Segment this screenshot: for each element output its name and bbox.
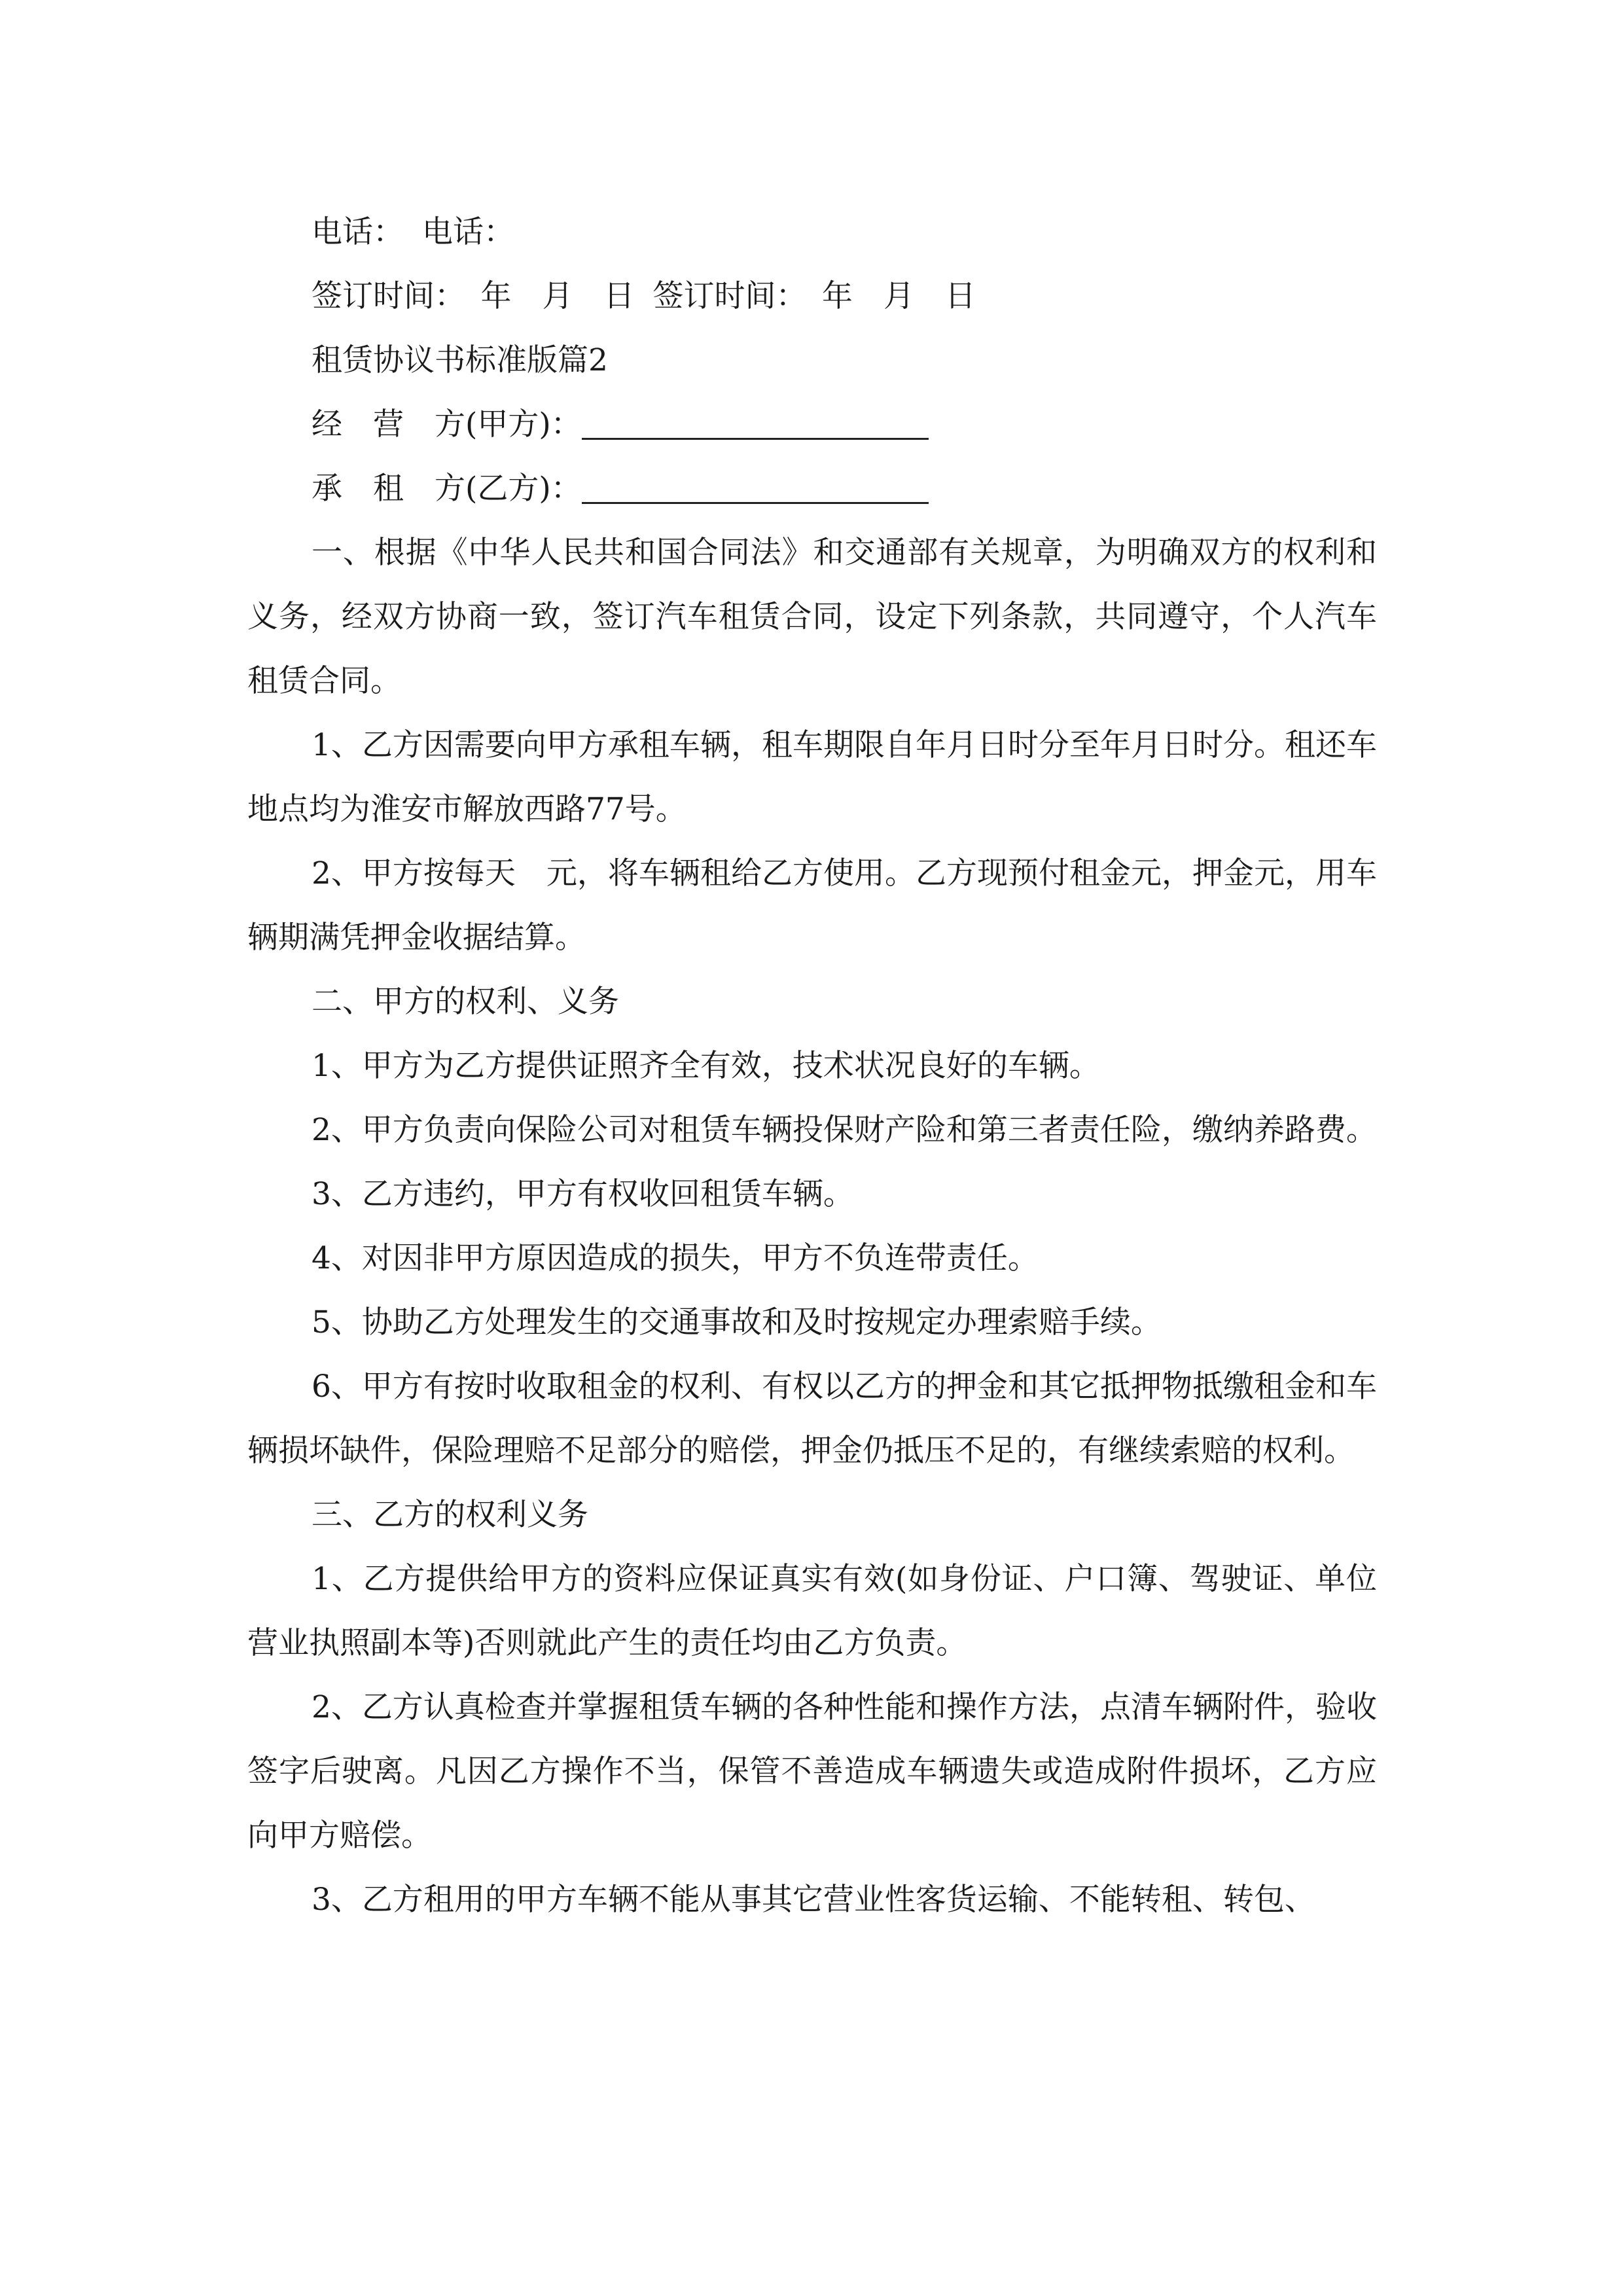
paragraph: 1、乙方因需要向甲方承租车辆，租车期限自年月日时分至年月日时分。租还车地点均为淮安市解放西路77号。	[247, 727, 1377, 827]
paragraph: 4、对因非甲方原因造成的损失，甲方不负连带责任。	[312, 1240, 1039, 1276]
section-heading: 三、乙方的权利义务	[312, 1497, 588, 1533]
paragraph: 5、协助乙方处理发生的交通事故和及时按规定办理索赔手续。	[312, 1304, 1162, 1340]
phone-line	[247, 200, 1377, 264]
sign-date-a: 签订时间： 年 月 日	[312, 278, 635, 314]
paragraph: 2、乙方认真检查并掌握租赁车辆的各种性能和操作方法，点清车辆附件，验收签字后驶离。凡因乙方操作不当，保管不善造成车辆遗失或造成附件损坏，乙方应向甲方赔偿。	[247, 1689, 1377, 1854]
operator-party-line	[247, 393, 1377, 457]
section-title: 租赁协议书标准版篇2	[312, 342, 608, 378]
paragraph: 2、甲方按每天 元，将车辆租给乙方使用。乙方现预付租金元，押金元，用车辆期满凭押金收据结算。	[247, 855, 1377, 956]
phone-label-b: 电话：	[422, 214, 514, 250]
lessee-party-line	[247, 457, 1377, 521]
lessee-party-label: 承 租 方(乙方)：	[312, 471, 582, 507]
sign-date-line	[247, 264, 1377, 329]
operator-party-blank	[582, 435, 929, 440]
sign-date-b: 签订时间： 年 月 日	[652, 278, 976, 314]
paragraph: 3、乙方租用的甲方车辆不能从事其它营业性客货运输、不能转租、转包、	[312, 1882, 1315, 1918]
section-heading: 二、甲方的权利、义务	[312, 984, 619, 1020]
lessee-party-blank	[582, 499, 929, 504]
paragraph: 1、乙方提供给甲方的资料应保证真实有效(如身份证、户口簿、驾驶证、单位营业执照副本等)否则就此产生的责任均由乙方负责。	[247, 1561, 1377, 1661]
paragraph: 6、甲方有按时收取租金的权利、有权以乙方的押金和其它抵押物抵缴租金和车辆损坏缺件，保险理赔不足部分的赔偿，押金仍抵压不足的，有继续索赔的权利。	[247, 1369, 1377, 1469]
paragraph: 3、乙方违约，甲方有权收回租赁车辆。	[312, 1176, 854, 1212]
paragraph: 2、甲方负责向保险公司对租赁车辆投保财产险和第三者责任险，缴纳养路费。	[312, 1112, 1377, 1148]
operator-party-label: 经 营 方(甲方)：	[312, 406, 582, 442]
paragraph: 1、甲方为乙方提供证照齐全有效，技术状况良好的车辆。	[312, 1048, 1100, 1084]
paragraph: 一、根据《中华人民共和国合同法》和交通部有关规章，为明确双方的权利和义务，经双方协商一致，签订汽车租赁合同，设定下列条款，共同遵守，个人汽车租赁合同。	[247, 535, 1377, 699]
phone-label-a: 电话：	[312, 214, 404, 250]
document-body	[247, 200, 1377, 1932]
